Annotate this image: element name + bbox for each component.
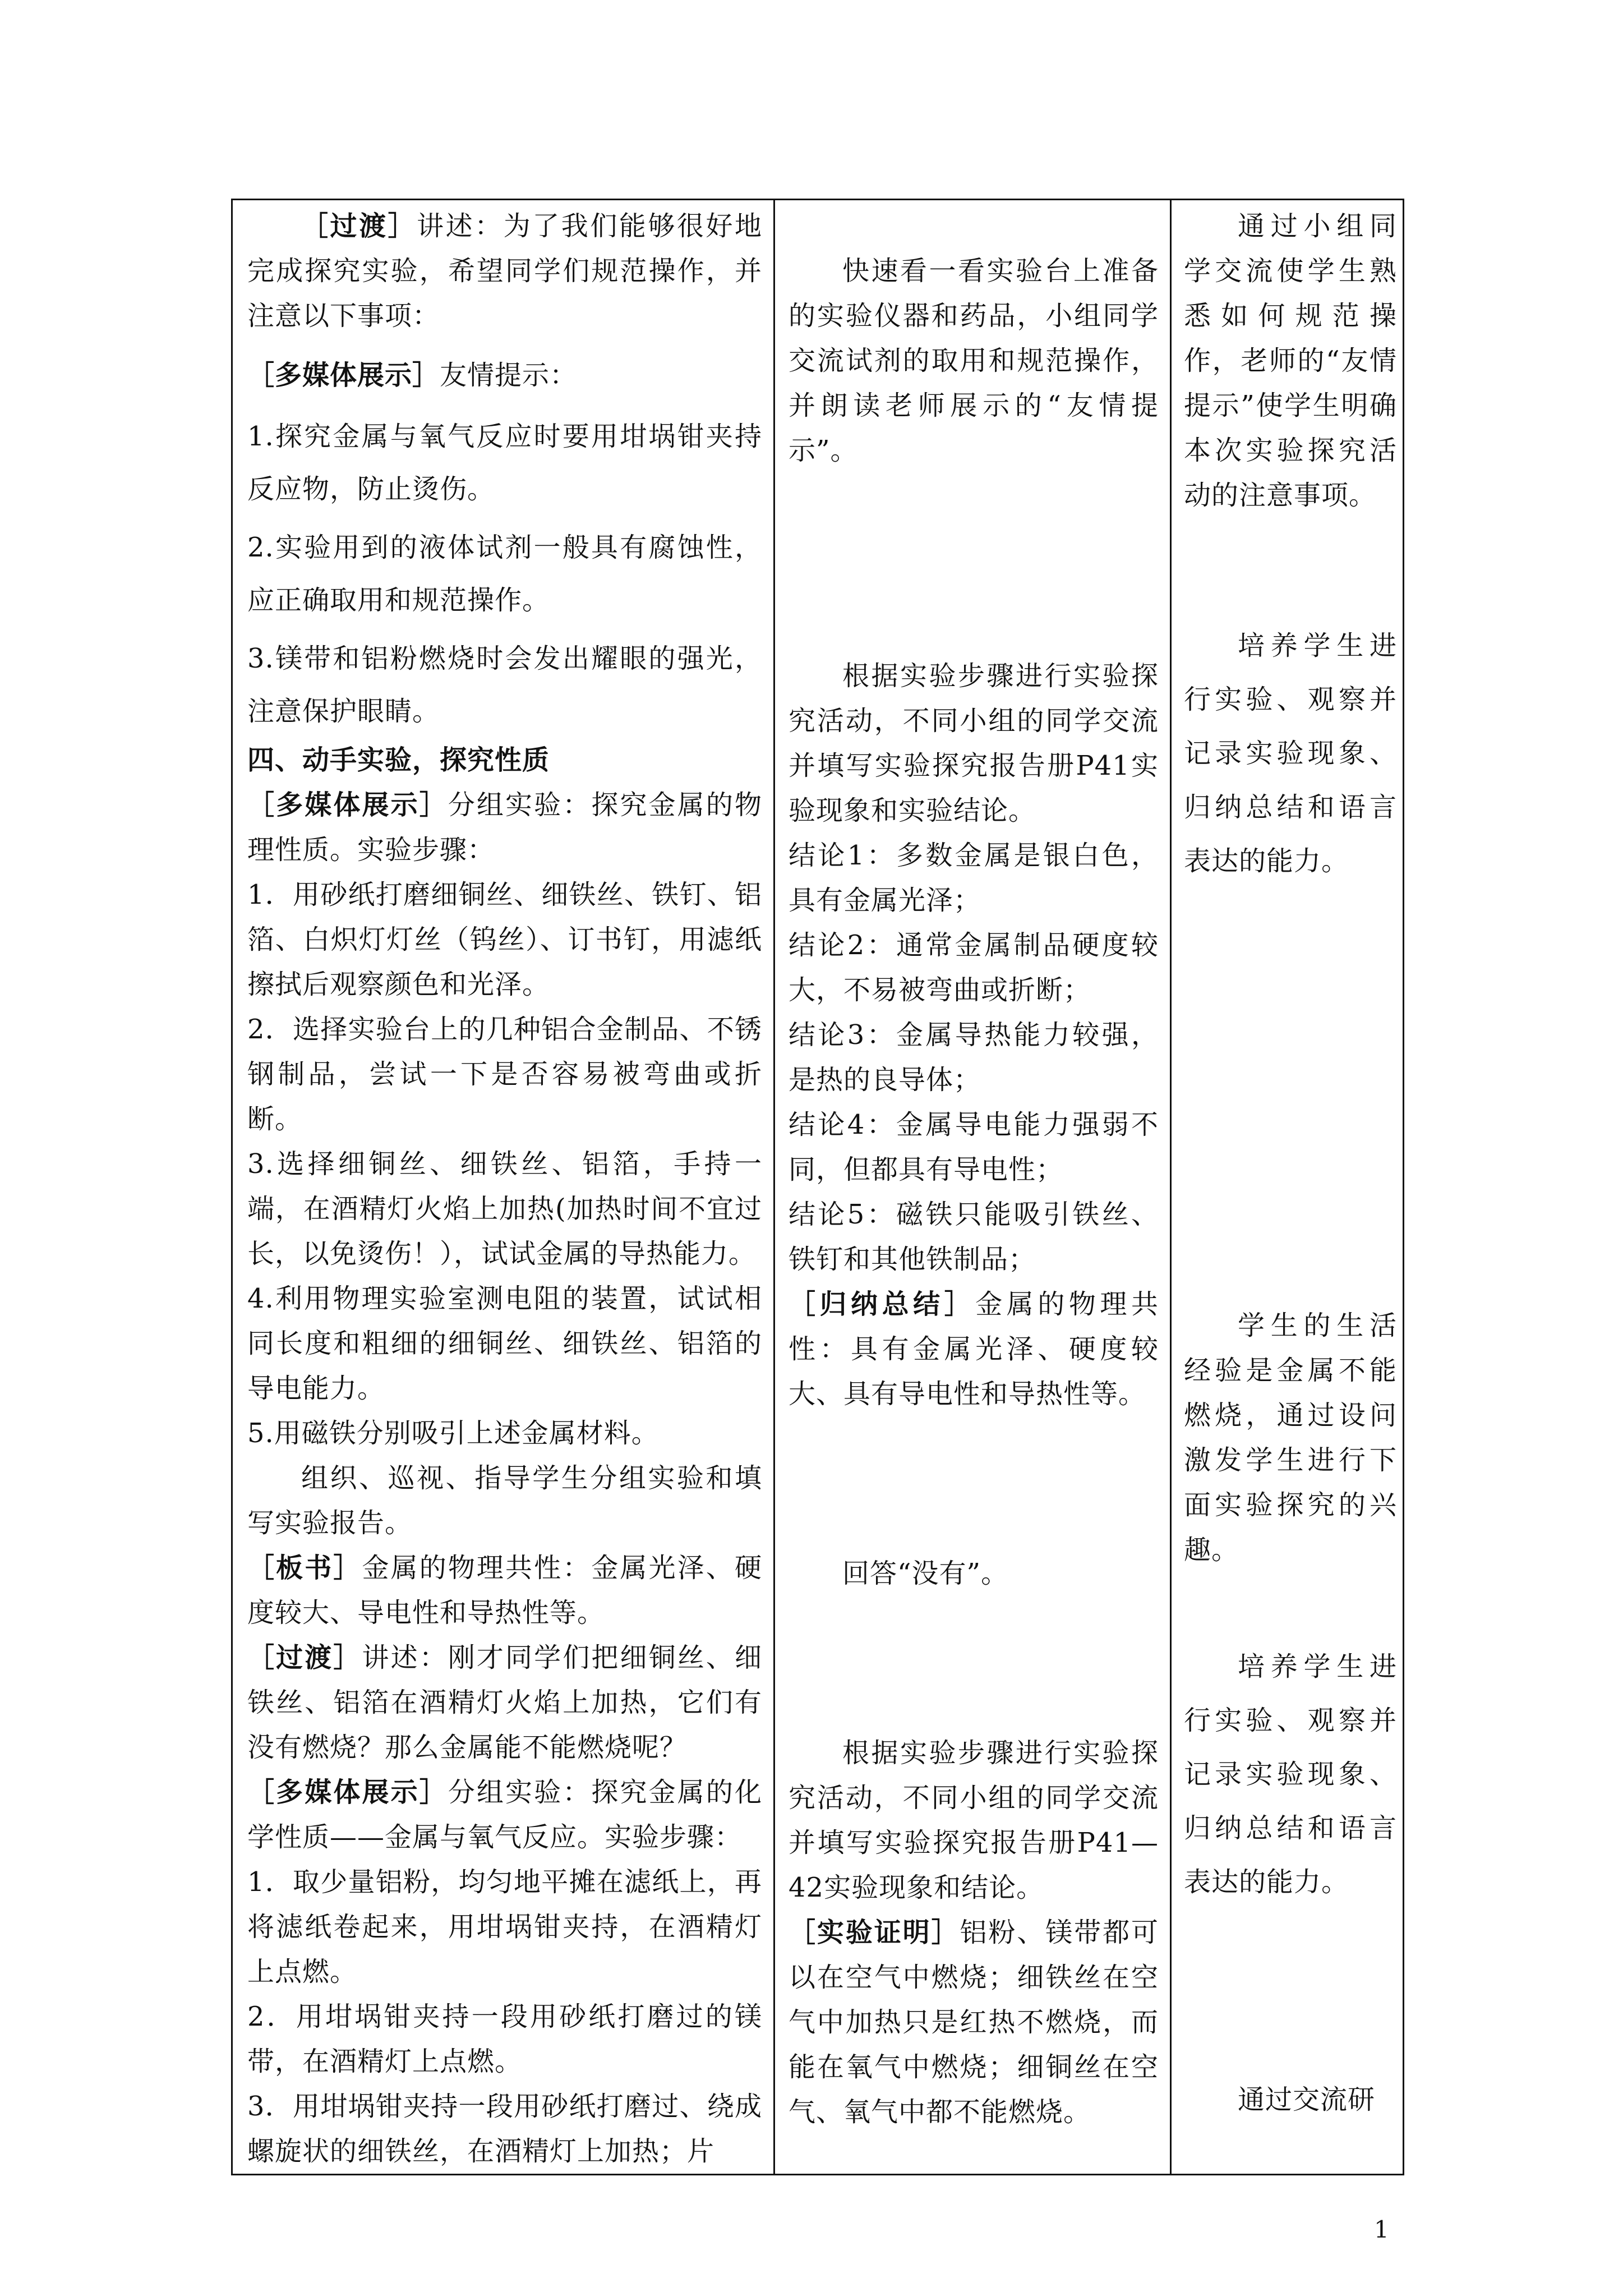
conclusion-2: 结论2：通常金属制品硬度较大，不易被弯曲或折断；	[789, 930, 1159, 1006]
chemical-step-3: 3．用坩埚钳夹持一段用砂纸打磨过、绕成螺旋状的细铁丝，在酒精灯上加热；片	[247, 2091, 762, 2167]
transition-paragraph-2: ［过渡］讲述：刚才同学们把细铜丝、细铁丝、铝箔在酒精灯火焰上加热，它们有没有燃烧？那么金属能不能燃烧呢？	[247, 1642, 762, 1763]
tip-3: 3.镁带和铝粉燃烧时会发出耀眼的强光，注意保护眼睛。	[247, 643, 762, 727]
intent-paragraph-1: 通过小组同学交流使学生熟悉如何规范操作，老师的“友情提示”使学生明确本次实验探究活动的注意事项。	[1184, 210, 1397, 511]
conclusion-5: 结论5：磁铁只能吸引铁丝、铁钉和其他铁制品；	[789, 1199, 1159, 1275]
experiment-proof-paragraph: ［实验证明］铝粉、镁带都可以在空气中燃烧；细铁丝在空气中加热只是红热不燃烧，而能在氧气中燃烧；细铜丝在空气、氧气中都不能燃烧。	[789, 1917, 1159, 2128]
tip-1: 1.探究金属与氧气反应时要用坩埚钳夹持反应物，防止烫伤。	[247, 421, 762, 505]
page-number: 1	[1374, 2216, 1389, 2243]
teacher-activity-cell	[232, 200, 774, 2175]
multimedia-tips-heading: ［多媒体展示］友情提示：	[247, 360, 578, 391]
student-observe-paragraph: 快速看一看实验台上准备的实验仪器和药品，小组同学交流试剂的取用和规范操作，并朗读老师展示的“友情提示”。	[789, 255, 1159, 466]
chemical-step-2: 2．用坩埚钳夹持一段用砂纸打磨过的镁带，在酒精灯上点燃。	[247, 2001, 762, 2077]
intent-paragraph-3: 学生的生活经验是金属不能燃烧，通过设问激发学生进行下面实验探究的兴趣。	[1184, 1310, 1397, 1566]
conclusion-1: 结论1：多数金属是银白色，具有金属光泽；	[789, 840, 1159, 916]
summary-paragraph: ［归纳总结］金属的物理共性：具有金属光泽、硬度较大、具有导电性和导热性等。	[789, 1289, 1159, 1410]
student-experiment-paragraph-2: 根据实验步骤进行实验探究活动，不同小组的同学交流并填写实验探究报告册P41—42实验现象和结论。	[789, 1737, 1159, 1903]
student-experiment-paragraph: 根据实验步骤进行实验探究活动，不同小组的同学交流并填写实验探究报告册P41实验现象和实验结论。	[789, 660, 1159, 826]
tip-2: 2.实验用到的液体试剂一般具有腐蚀性，应正确取用和规范操作。	[247, 532, 762, 616]
conclusion-4: 结论4：金属导电能力强弱不同，但都具有导电性；	[789, 1109, 1159, 1185]
chemical-step-1: 1．取少量铝粉，均匀地平摊在滤纸上，再将滤纸卷起来，用坩埚钳夹持，在酒精灯上点燃。	[247, 1866, 762, 1987]
physical-step-4: 4.利用物理实验室测电阻的装置，试试相同长度和粗细的细铜丝、细铁丝、铝箔的导电能力。	[247, 1283, 762, 1404]
section-heading: 四、动手实验，探究性质	[247, 744, 550, 776]
physical-step-3: 3.选择细铜丝、细铁丝、铝箔，手持一端，在酒精灯火焰上加热(加热时间不宜过长，以免烫伤！），试试金属的导热能力。	[247, 1148, 762, 1269]
intent-paragraph-4: 培养学生进行实验、观察并记录实验现象、归纳总结和语言表达的能力。	[1184, 1651, 1397, 1898]
physical-step-1: 1．用砂纸打磨细铜丝、细铁丝、铁钉、铝箔、白炽灯灯丝（钨丝）、订书钉，用滤纸擦拭后观察颜色和光泽。	[247, 879, 762, 1000]
transition-paragraph: ［过渡］讲述：为了我们能够很好地完成探究实验，希望同学们规范操作，并注意以下事项：	[247, 210, 762, 332]
physical-step-5: 5.用磁铁分别吸引上述金属材料。	[247, 1418, 659, 1449]
lesson-plan-table	[231, 199, 1404, 2175]
guide-paragraph: 组织、巡视、指导学生分组实验和填写实验报告。	[247, 1462, 762, 1539]
student-answer: 回答“没有”。	[842, 1558, 1009, 1589]
intent-paragraph-5: 通过交流研	[1238, 2084, 1376, 2115]
physical-step-2: 2．选择实验台上的几种铝合金制品、不锈钢制品，尝试一下是否容易被弯曲或折断。	[247, 1014, 762, 1135]
intent-paragraph-2: 培养学生进行实验、观察并记录实验现象、归纳总结和语言表达的能力。	[1184, 630, 1397, 877]
conclusion-3: 结论3：金属导热能力较强，是热的良导体；	[789, 1019, 1159, 1096]
physical-experiment-intro: ［多媒体展示］分组实验：探究金属的物理性质。实验步骤：	[247, 789, 762, 866]
student-activity-cell	[774, 200, 1171, 2175]
design-intent-cell	[1171, 200, 1404, 2175]
table-row	[232, 200, 1404, 2175]
chemical-experiment-intro: ［多媒体展示］分组实验：探究金属的化学性质——金属与氧气反应。实验步骤：	[247, 1777, 762, 1853]
blackboard-paragraph: ［板书］金属的物理共性：金属光泽、硬度较大、导电性和导热性等。	[247, 1552, 762, 1628]
